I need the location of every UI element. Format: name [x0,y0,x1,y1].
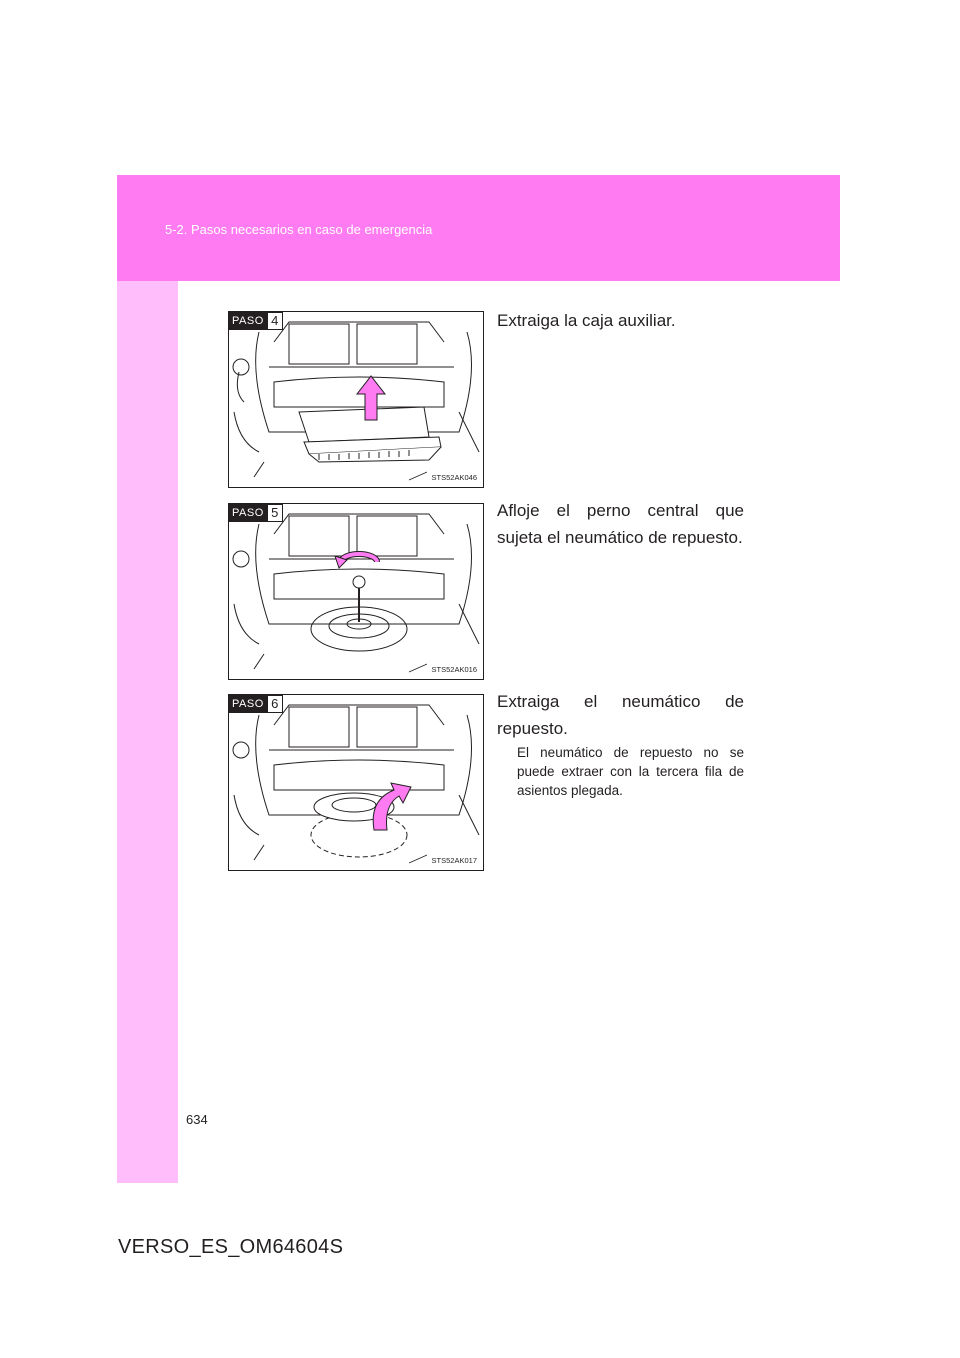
step-6-illustration [228,694,484,871]
paso-badge [229,695,283,713]
step-5-illustration [228,503,484,680]
paso-label: PASO [229,695,267,713]
paso-label: PASO [229,312,267,330]
step-number: 5 [267,504,283,522]
paso-label: PASO [229,504,267,522]
step-4-text: Extraiga la caja auxiliar. [497,311,676,330]
paso-badge [229,312,283,330]
image-code: STS52AK016 [431,665,477,674]
side-band [117,281,178,1183]
step-5-text: Afloje el perno central que sujeta el neumático de repuesto. [497,501,744,547]
step-6-note: El neumático de repuesto no se puede extraer con la tercera fila de asientos plegada. [517,745,744,798]
image-code: STS52AK046 [431,473,477,482]
footer-code: VERSO_ES_OM64604S [118,1236,344,1258]
trunk-aux-box-illustration [229,312,484,488]
step-4-illustration [228,311,484,488]
section-title: 5-2. Pasos necesarios en caso de emergencia [165,222,433,237]
spare-tire-removal-illustration [229,695,484,871]
spare-tire-bolt-illustration [229,504,484,680]
page-number: 634 [186,1112,208,1127]
step-number: 6 [267,695,283,713]
paso-badge [229,504,283,522]
image-code: STS52AK017 [431,856,477,865]
step-number: 4 [267,312,283,330]
step-6-text: Extraiga el neumático de repuesto. [497,692,744,738]
